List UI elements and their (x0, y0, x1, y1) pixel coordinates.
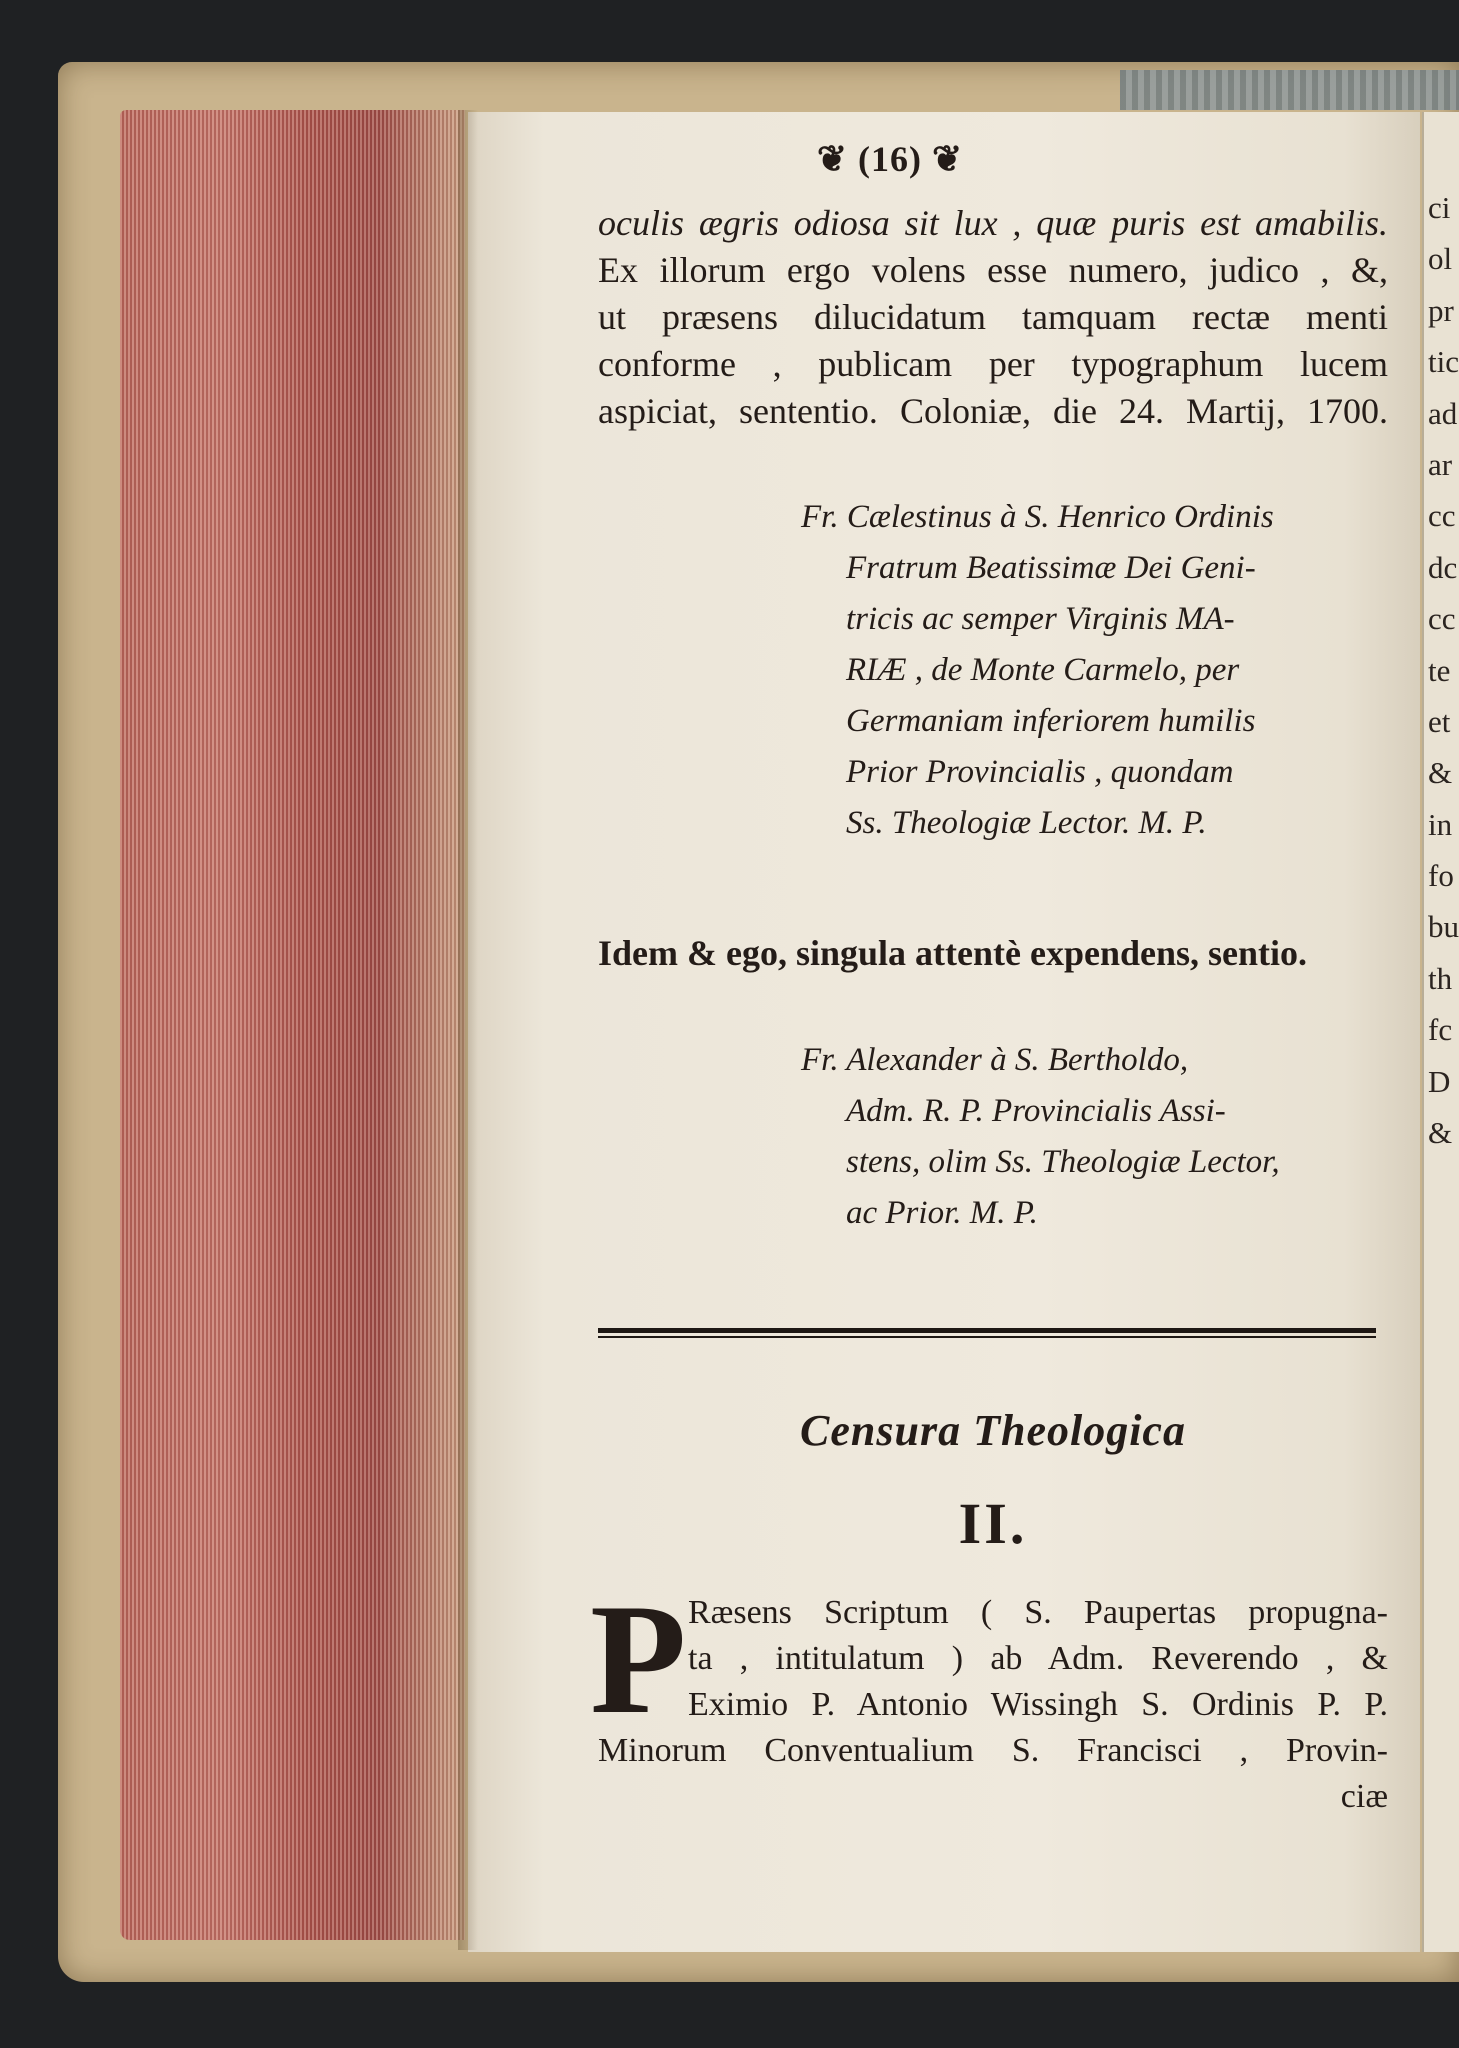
paragraph-line: ut præsens dilucidatum tamquam rectæ menti (598, 297, 1388, 337)
signature-line: tricis ac semper Virginis MA- (846, 601, 1235, 637)
next-page-fragment: te (1428, 652, 1451, 688)
page-edges (120, 110, 465, 1940)
gutter-shadow (458, 110, 478, 1950)
signature-line: RIÆ , de Monte Carmelo, per (846, 652, 1240, 688)
ornament-left-icon: ❦ (816, 139, 848, 179)
next-page-fragment: ci (1428, 190, 1451, 225)
signature-alexander (801, 1035, 1391, 1239)
censura-number: II. (958, 1491, 1028, 1556)
binding-cloth (1120, 70, 1459, 110)
next-page-fragment: cc (1428, 498, 1456, 534)
signature-line: Ss. Theologiæ Lector. M. P. (846, 805, 1207, 841)
next-page-fragment: D (1428, 1063, 1451, 1099)
signature-line: Prior Provincialis , quondam (846, 754, 1234, 790)
next-page-fragment: pr (1428, 292, 1454, 328)
next-page-margin (1422, 112, 1459, 1952)
next-page-fragment: ar (1428, 446, 1453, 482)
next-page-fragment: th (1428, 960, 1453, 996)
drop-cap: P (590, 1572, 687, 1747)
signature-line: Germaniam inferiorem humilis (846, 703, 1256, 739)
censura-title: Censura Theologica (800, 1406, 1186, 1455)
next-page-fragment: & (1428, 755, 1453, 791)
next-page-fragment: ad (1428, 395, 1458, 431)
signature-line: Adm. R. P. Provincialis Assi- (846, 1093, 1226, 1129)
page-number-header (600, 138, 1180, 180)
next-page-fragment: dc (1428, 549, 1458, 585)
next-page-fragment: ol (1428, 241, 1453, 277)
paragraph-line: conforme , publicam per typographum lucem (598, 344, 1388, 384)
section-rule-thin (598, 1336, 1376, 1338)
ornament-right-icon: ❦ (931, 139, 964, 179)
catchword: ciæ (1340, 1778, 1388, 1815)
next-page-fragment: fc (1428, 1012, 1453, 1048)
next-page-fragment: et (1428, 703, 1451, 739)
signature-line: ac Prior. M. P. (846, 1195, 1038, 1231)
body-line: Minorum Conventualium S. Francisci , Provin- (598, 1732, 1388, 1769)
signature-line: Fr. Cælestinus à S. Henrico Ordinis (801, 499, 1274, 535)
next-page-fragment: & (1428, 1115, 1453, 1151)
next-page-fragment: cc (1428, 601, 1456, 637)
signature-line: Fratrum Beatissimæ Dei Geni- (846, 550, 1256, 586)
next-page-fragment: in (1428, 806, 1453, 842)
signature-line: stens, olim Ss. Theologiæ Lector, (846, 1144, 1280, 1180)
next-page-fragment: bu (1428, 909, 1459, 945)
body-line: Ræsens Scriptum ( S. Paupertas propugna- (688, 1594, 1388, 1631)
idem-line: Idem & ego, singula attentè expendens, sentio. (598, 933, 1307, 973)
section-rule (598, 1328, 1376, 1333)
page-number: (16) (858, 139, 922, 179)
paragraph-line: aspiciat, sententio. Coloniæ, die 24. Martij, 1700. (598, 391, 1388, 431)
signature-line: Fr. Alexander à S. Bertholdo, (801, 1042, 1189, 1078)
paragraph-line: oculis ægris odiosa sit lux , quæ puris est amabilis. (598, 203, 1388, 243)
approbation-paragraph (598, 200, 1388, 435)
signature-celestinus (801, 492, 1391, 849)
censura-body (598, 1590, 1388, 1820)
next-page-fragment: fo (1428, 858, 1454, 894)
paragraph-line: Ex illorum ergo volens esse numero, judico , &, (598, 250, 1388, 290)
body-line: Eximio P. Antonio Wissingh S. Ordinis P. P. (688, 1686, 1388, 1723)
body-line: ta , intitulatum ) ab Adm. Reverendo , & (688, 1640, 1388, 1677)
next-page-fragment: tic (1428, 344, 1459, 380)
